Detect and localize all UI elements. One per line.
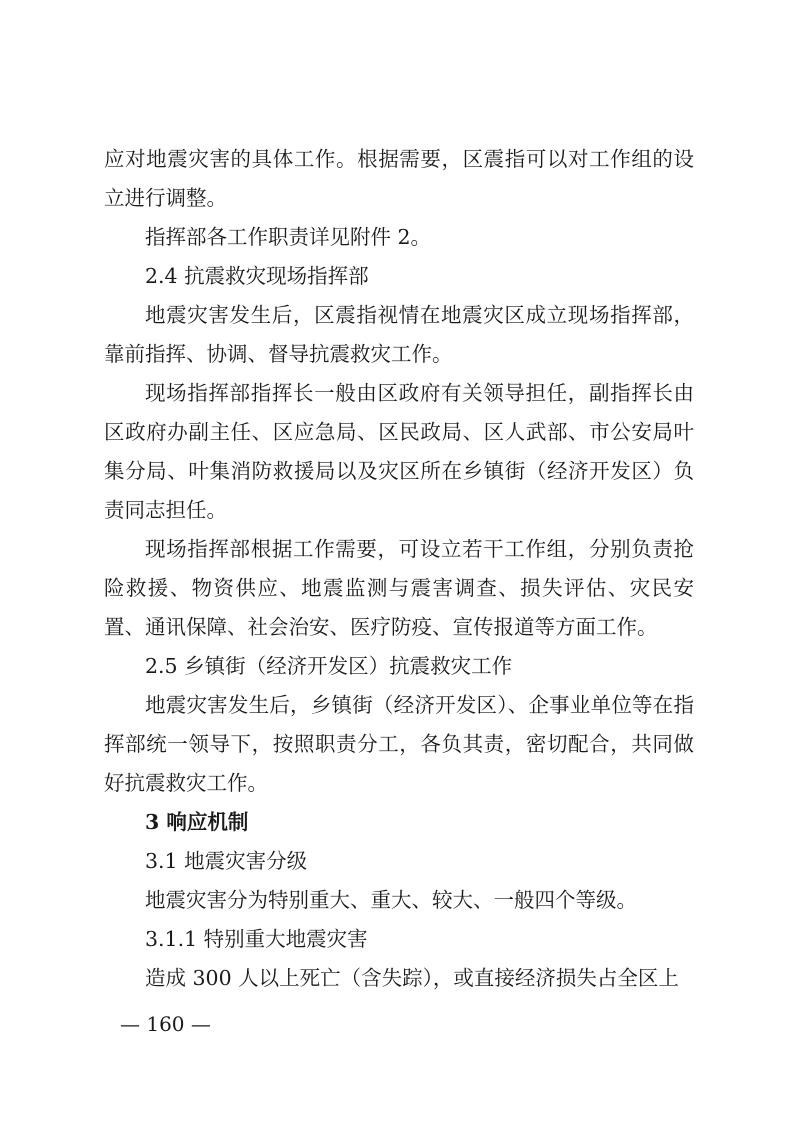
paragraph-major-disaster-criteria: 造成 300 人以上死亡（含失踪），或直接经济损失占全区上 — [145, 966, 679, 990]
paragraph-field-command: 地震灾害发生后，区震指视情在地震灾区成立现场指挥部，靠前指挥、协调、督导抗震救灾工作。 — [104, 303, 694, 366]
section-heading-2-5: 2.5 乡镇街（经济开发区）抗震救灾工作 — [145, 654, 513, 678]
paragraph-working-groups: 现场指挥部根据工作需要，可设立若干工作组，分别负责抢险救援、物资供应、地震监测与震害调查、损失评估、灾民安置、通讯保障、社会治安、医疗防疫、宣传报道等方面工作。 — [104, 537, 694, 639]
paragraph-disaster-levels: 地震灾害分为特别重大、重大、较大、一般四个等级。 — [145, 888, 637, 912]
paragraph-township-work: 地震灾害发生后，乡镇街（经济开发区）、企事业单位等在指挥部统一领导下，按照职责分工，各负其责，密切配合，共同做好抗震救灾工作。 — [104, 693, 694, 795]
section-heading-3-1: 3.1 地震灾害分级 — [145, 849, 308, 873]
section-heading-3-1-1: 3.1.1 特别重大地震灾害 — [145, 927, 368, 951]
paragraph-field-commander: 现场指挥部指挥长一般由区政府有关领导担任，副指挥长由区政府办副主任、区应急局、区民政局、区人武部、市公安局叶集分局、叶集消防救援局以及灾区所在乡镇街（经济开发区）负责同志担任。 — [104, 381, 694, 522]
page-number: — 160 — — [120, 1012, 211, 1036]
section-heading-2-4: 2.4 抗震救灾现场指挥部 — [145, 264, 369, 288]
paragraph-continuation: 应对地震灾害的具体工作。根据需要，区震指可以对工作组的设立进行调整。 — [104, 147, 694, 210]
document-body — [104, 140, 694, 998]
section-heading-3: 3 响应机制 — [145, 810, 249, 834]
paragraph-annex-reference: 指挥部各工作职责详见附件 2。 — [145, 225, 432, 249]
